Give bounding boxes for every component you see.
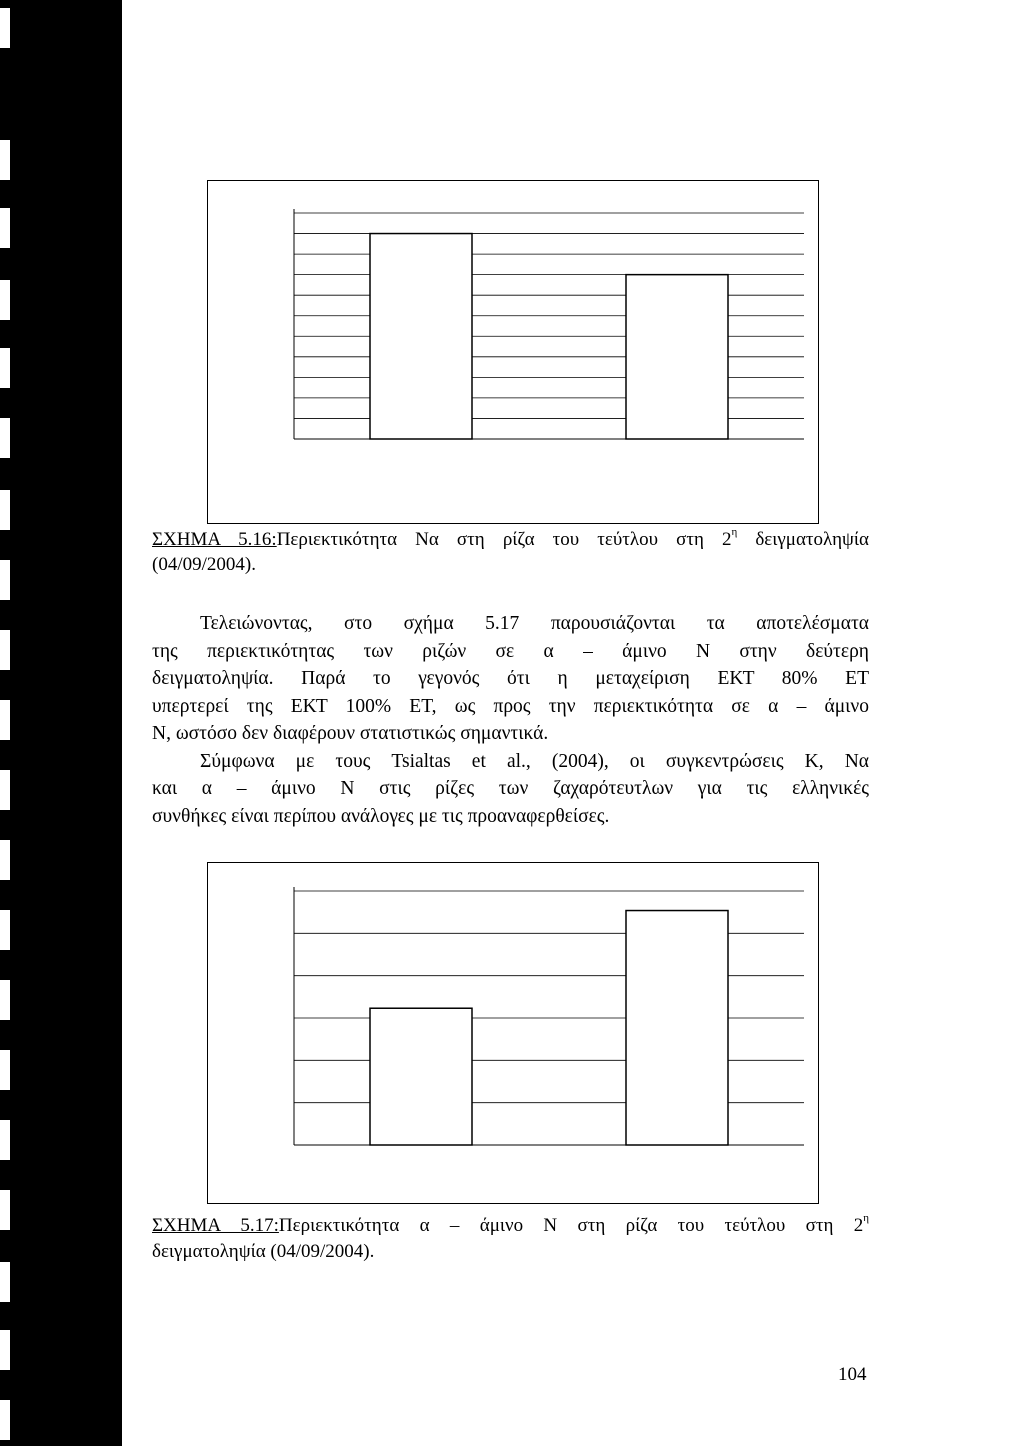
bar bbox=[370, 234, 472, 439]
text-line: υπερτερεί της ΕΚΤ 100% ΕΤ, ως προς την περιεκτικότητα σε α – άμινο bbox=[152, 695, 869, 717]
caption-superscript: η bbox=[731, 526, 738, 538]
text-line: και α – άμινο Ν στις ρίζες των ζαχαρότευτλων για τις ελληνικές bbox=[152, 778, 869, 799]
scan-edge-mark bbox=[0, 490, 10, 530]
body-paragraph bbox=[152, 610, 869, 830]
scan-edge-mark bbox=[0, 348, 10, 388]
scan-edge-mark bbox=[0, 1400, 10, 1440]
scan-edge-mark bbox=[0, 1120, 10, 1160]
scan-edge-mark bbox=[0, 700, 10, 740]
scan-edge-mark bbox=[0, 560, 10, 600]
caption-text: Περιεκτικότητα Να στη ρίζα του τεύτλου στη 2 bbox=[276, 529, 732, 550]
scan-edge-mark bbox=[0, 840, 10, 880]
figure-5-17-caption bbox=[152, 1214, 869, 1237]
scan-edge-mark bbox=[0, 140, 10, 180]
scan-edge-mark bbox=[0, 1262, 10, 1302]
figure-5-16-caption-date: (04/09/2004). bbox=[152, 554, 256, 575]
scan-edge-mark bbox=[0, 418, 10, 458]
scan-edge-mark bbox=[0, 910, 10, 950]
caption-text: Περιεκτικότητα α – άμινο Ν στη ρίζα του τεύτλου στη 2 bbox=[278, 1215, 864, 1236]
bar bbox=[626, 275, 728, 439]
figure-label: ΣΧΗΜΑ 5.17: bbox=[152, 1215, 279, 1236]
figure-5-17-chart bbox=[207, 862, 819, 1204]
scan-edge-mark bbox=[0, 8, 10, 48]
bar bbox=[370, 1008, 472, 1145]
text-line: δειγματοληψία. Παρά το γεγονός ότι η μεταχείριση ΕΚΤ 80% ΕΤ bbox=[152, 668, 869, 689]
scan-edge-mark bbox=[0, 208, 10, 248]
caption-superscript: η bbox=[863, 1212, 869, 1224]
page-number: 104 bbox=[838, 1364, 867, 1385]
figure-label: ΣΧΗΜΑ 5.16: bbox=[152, 529, 277, 550]
text-line: Ν, ωστόσο δεν διαφέρουν στατιστικώς σημαντικά. bbox=[152, 723, 549, 744]
bar-chart-5-17 bbox=[208, 863, 818, 1203]
figure-5-16-caption bbox=[152, 528, 869, 551]
text-line: συνθήκες είναι περίπου ανάλογες με τις προαναφερθείσες. bbox=[152, 805, 610, 827]
text-line: Σύμφωνα με τους Tsialtas et al., (2004), οι συγκεντρώσεις Κ, Να bbox=[200, 750, 869, 772]
scan-edge-mark bbox=[0, 1190, 10, 1230]
bar-chart-5-16 bbox=[208, 181, 818, 523]
scan-edge-mark bbox=[0, 630, 10, 670]
text-line: της περιεκτικότητας των ριζών σε α – άμινο Ν στην δεύτερη bbox=[152, 640, 869, 662]
scan-edge-mark bbox=[0, 770, 10, 810]
bar bbox=[626, 911, 728, 1145]
caption-text-end: δειγματοληψία bbox=[737, 529, 869, 550]
figure-5-17-caption-date: δειγματοληψία (04/09/2004). bbox=[152, 1241, 375, 1262]
figure-5-16-chart bbox=[207, 180, 819, 524]
scan-edge-mark bbox=[0, 1050, 10, 1090]
scan-edge-mark bbox=[0, 280, 10, 320]
text-line: Τελειώνοντας, στο σχήμα 5.17 παρουσιάζονται τα αποτελέσματα bbox=[200, 613, 869, 634]
scan-edge-mark bbox=[0, 980, 10, 1020]
scan-edge-mark bbox=[0, 1330, 10, 1370]
